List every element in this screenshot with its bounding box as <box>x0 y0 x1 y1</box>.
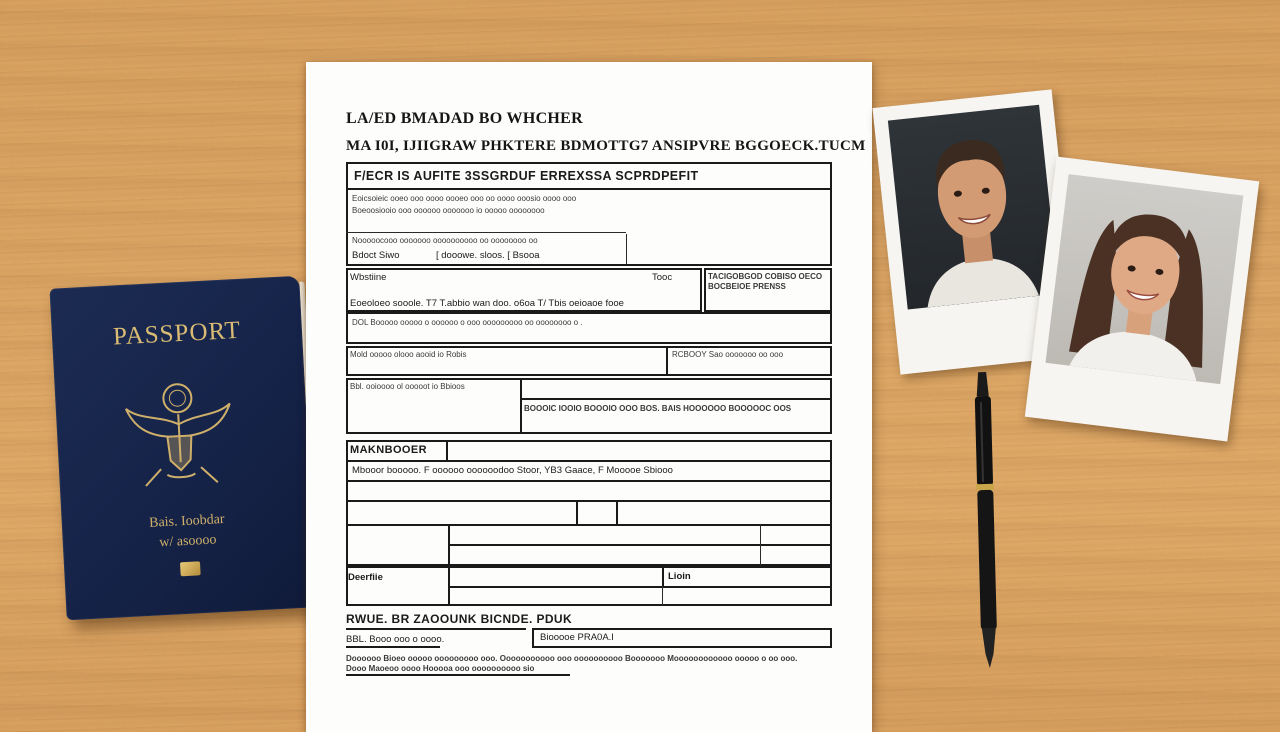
section-1-line-1: Eoicsoieic ooeo ooo oooo oooeo ooo oo oooo ooosio oooo ooo <box>352 194 577 203</box>
section-1-line-2: Boeoosiooio ooo oooooo ooooooo io ooooo oooooooo <box>352 206 545 215</box>
section-1-line-3: Nooooocooo ooooooo oooooooooo oo oooooooo oo <box>352 236 538 245</box>
passport-line-2: w/ asoooo <box>158 532 217 551</box>
form-heading-1: LA/ED BMADAD BO WHCHER <box>346 110 583 127</box>
section-2-line-1: Mbooor booooo. F oooooo oooooodoo Stoor, YB3 Gaace, F Mooooe Sbiooo <box>352 465 673 476</box>
passport-line-1: Bais. Ioobdar <box>148 511 225 531</box>
person-portrait-icon <box>888 105 1059 310</box>
section-2-row-4-right-top[interactable] <box>448 524 832 546</box>
row-e-right-label: BOOOIC IOOIO BOOOIO OOO BOS. BAIS HOOOOOO BOOOOOC OOS <box>524 404 792 413</box>
photo-woman <box>1025 157 1259 442</box>
row-a-left-label: Wbstiine <box>350 272 387 283</box>
row-a-right-bottom: BOCBEIOE PRENSS <box>708 282 786 291</box>
row-c-box[interactable] <box>346 312 832 344</box>
form-heading-2: MA I0I, IJIIGRAW PHKTERE BDMOTTG7 ANSIPVRE BGGOECK.TUCM <box>346 138 866 154</box>
passport-chip-icon <box>180 561 201 576</box>
section-3-line-1: Doooooo Bioeo ooooo ooooooooo ooo. Ooooooooooo ooo oooooooooo Booooooo Moooooooooooo ooooo o oo ooo. <box>346 654 798 663</box>
row-f-mid-box[interactable] <box>448 566 664 588</box>
section-3-line-2: Dooo Maoeoo oooo Hooooa ooo oooooooooo sio <box>346 664 535 673</box>
row-a-right-top: TACIGOBGOD COBISO OECO <box>708 272 823 281</box>
section-1-field-value[interactable]: [ dooowe. sloos. [ Bsooa <box>436 250 540 261</box>
section-2-row-4-right-bottom[interactable] <box>448 544 832 566</box>
row-g-right-box[interactable] <box>448 586 832 606</box>
row-c-text: DOL Booooo ooooo o oooooo o ooo ooooooooo oo oooooooo o . <box>352 318 583 327</box>
row-d-right-label: RCBOOY Sao ooooooo oo ooo <box>672 350 784 359</box>
section-3-field-left: BBL. Booo ooo o oooo. <box>346 634 445 645</box>
section-1-title: F/ECR IS AUFITE 3SSGRDUF ERREXSSA SCPRDPEFIT <box>354 169 699 183</box>
row-f-right-label: Lioin <box>668 571 691 582</box>
section-2-title: MAKNBOOER <box>350 444 427 456</box>
section-3-field-right: Biooooe PRA0A.I <box>540 632 614 643</box>
application-form <box>306 62 872 732</box>
pen-icon <box>962 372 1010 669</box>
row-e-right-top-box[interactable] <box>520 378 832 400</box>
photo-man-image <box>888 105 1059 310</box>
row-d-left-label: Mold ooooo olooo aooid io Robis <box>350 350 467 359</box>
row-a-mid-label: Tooc <box>652 272 673 283</box>
section-3-title: RWUE. BR ZAOOUNK BICNDE. PDUK <box>346 612 573 626</box>
person-portrait-icon <box>1046 174 1244 384</box>
passport-title: PASSPORT <box>112 316 242 351</box>
photo-woman-image <box>1046 174 1244 384</box>
section-1-field-label: Bdoct Siwo <box>352 250 400 261</box>
passport <box>49 276 316 621</box>
row-e-left-label: Bbl. ooioooo ol ooooot io Bbioos <box>350 382 465 391</box>
section-2-row-3-right[interactable] <box>576 500 832 526</box>
eagle-seal-icon <box>117 377 243 495</box>
section-2-row-2[interactable] <box>346 480 832 502</box>
section-2-row-4-left[interactable] <box>346 524 450 566</box>
row-g-label: Deerfiie <box>348 572 383 583</box>
row-b-text: Eoeoloeo sooole. T7 T.abbio wan doo. o6oa T/ Tbis oeioaoe fooe <box>350 298 624 309</box>
